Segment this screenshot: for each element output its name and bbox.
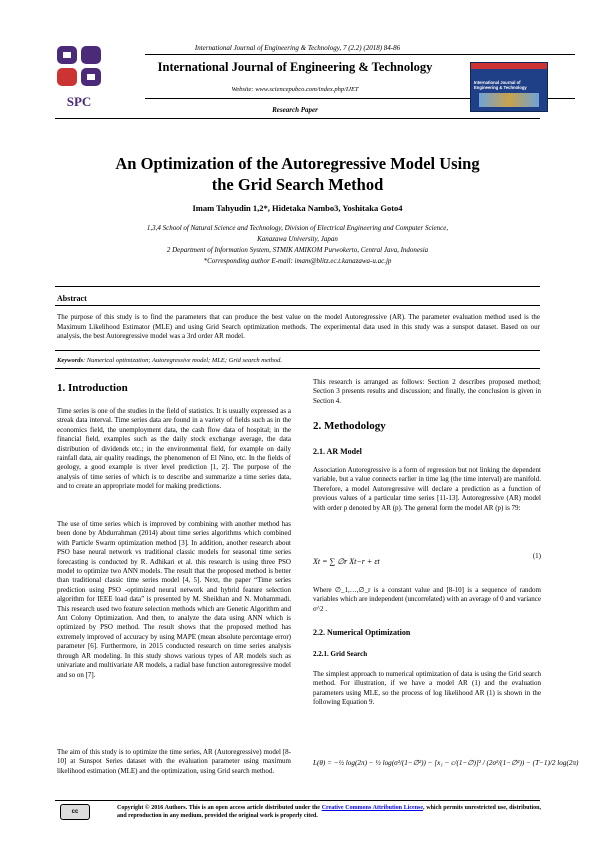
intro-paragraph-1: Time series is one of the studies in the field of statistics. It is usually expressed as a streak data interval. Time series data are found in a variety of fields such as in the economics field, the unemployment data, the cash flow data of hospital; in the financial field, examples such as the daily stock exchange average, the data distribution of dividends etc.; in the environmental field, for example on daily rainfall data, air quality readings, the phenomenon of El Nino, etc. In the fields of geology, a good example is river level prediction [1, 2]. The purpose of the analysis of time series of which is to describe and summarize a time series data, and to create an appropriate model for making predictions. bbox=[57, 407, 291, 491]
license-link[interactable]: Creative Commons Attribution License bbox=[321, 805, 424, 811]
affiliation-2: 2 Department of Information System, STMIK AMIKOM Purwokerto, Central Java, Indonesia bbox=[166, 246, 429, 254]
keywords-rule-bottom bbox=[55, 368, 540, 369]
cc-license-icon: cc bbox=[60, 804, 90, 820]
equation-1 bbox=[313, 551, 541, 569]
paper-title-line2: the Grid Search Method bbox=[211, 175, 384, 194]
copyright-text-b: , which permits unrestricted use, distribution, and reproduction in any medium, provided the original work is properly cited. bbox=[117, 805, 541, 819]
logo-text: SPC bbox=[66, 94, 92, 109]
section-methodology-heading: 2. Methodology bbox=[313, 420, 386, 432]
paper-title bbox=[0, 153, 595, 195]
equation-1-number: (1) bbox=[532, 552, 541, 560]
grid-search-heading: 2.2.1. Grid Search bbox=[313, 650, 368, 658]
keywords bbox=[57, 357, 540, 364]
copyright-text-a: Copyright © 2016 Authors. This is an open access article distributed under the bbox=[117, 805, 322, 811]
corresponding-author: *Corresponding author E-mail: imam@blitz.ec.t.kanazawa-u.ac.jp bbox=[203, 257, 392, 265]
header-rule-bottom bbox=[55, 118, 540, 119]
journal-cover-image bbox=[470, 62, 548, 112]
affiliation-1: 1,3,4 School of Natural Science and Technology, Division of Electrical Engineering and Computer Science, bbox=[146, 224, 449, 232]
ar-model-heading: 2.1. AR Model bbox=[313, 447, 362, 456]
abstract-heading: Abstract bbox=[57, 294, 87, 303]
header-rule bbox=[145, 54, 575, 55]
abstract-rule-mid bbox=[55, 305, 540, 306]
authors: Imam Tahyudin 1,2*, Hidetaka Nambo3, Yoshitaka Goto4 bbox=[192, 203, 403, 213]
abstract-rule-top bbox=[55, 286, 540, 287]
paper-organization-paragraph: This research is arranged as follows: Section 2 describes proposed method; Section 3 presents results and discussion; and finally, the conclusion is given in Section 4. bbox=[313, 378, 541, 405]
affiliation-1-cont: Kanazawa University, Japan bbox=[257, 235, 338, 243]
spc-logo bbox=[55, 44, 103, 116]
footer-rule bbox=[55, 800, 540, 801]
numerical-optimization-heading: 2.2. Numerical Optimization bbox=[313, 628, 411, 637]
equation-2: L(θ) = −½ log(2π) − ½ log(σ²/(1−∅²)) − [x₁ − c/(1−∅)]² / (2σ²/(1−∅²)) − (T−1)/2 log(2π) bbox=[313, 759, 579, 767]
keywords-text: : Numerical optimization; Autoregressive model; MLE; Grid search method. bbox=[83, 357, 283, 364]
ar-model-paragraph: Association Autoregressive is a form of regression but not linking the dependent variable, but a value connects earlier in time lag (the time interval) are manifold. Therefore, a model Autoregressive will declare a prediction as a function of previous values of a particular time series [11-13]. Autoregressive (AR) model with order p denoted by AR (p). The general form the model AR (p) is 79: bbox=[313, 466, 541, 512]
section-introduction-heading: 1. Introduction bbox=[57, 382, 128, 394]
keywords-rule bbox=[55, 350, 540, 351]
grid-search-paragraph: The simplest approach to numerical optimization of data is using the Grid search method. For illustration, if we have a model AR (1) and the evaluation parameters using MLE, so the process of log likelihood AR (1) is shown in the following Equation 9. bbox=[313, 670, 541, 707]
copyright-notice bbox=[117, 804, 541, 820]
cover-title: International Journal of Engineering & Technology bbox=[474, 80, 527, 90]
keywords-label: Keywords bbox=[57, 357, 83, 364]
equation-1-body: Xt = ∑ ∅r Xt−r + εt bbox=[313, 557, 380, 566]
journal-title: International Journal of Engineering & Technology bbox=[157, 60, 433, 74]
intro-paragraph-3: The aim of this study is to optimize the time series, AR (Autoregressive) model [8-10] at Sunspot Series dataset with the evaluation parameter using maximum likelihood estimation (MLE) and the optimization, using Grid search method. bbox=[57, 748, 291, 775]
journal-website[interactable]: Website: www.sciencepubco.com/index.php/IJET bbox=[231, 86, 359, 93]
paper-title-line1: An Optimization of the Autoregressive Model Using bbox=[115, 154, 480, 173]
where-paragraph: Where ∅_1,…,∅_r is a constant value and [8-10] is a sequence of random variables which are independent (uncorrelated) with an average of 0 and variance σ^2 . bbox=[313, 586, 541, 613]
paper-type: Research Paper bbox=[272, 106, 318, 114]
journal-citation-line: International Journal of Engineering & Technology, 7 (2.2) (2018) 84-86 bbox=[194, 44, 401, 52]
abstract-body: The purpose of this study is to find the parameters that can produce the best value on the model Autoregressive (AR). The parameter evaluation method used is the Maximum Likelihood Estimator (MLE) and using Grid Search optimization methods. The experimental data used in this study was a sunspot dataset. Based on our analysis, the best Autoregressive model was a 3rd order AR model. bbox=[57, 313, 540, 341]
intro-paragraph-2: The use of time series which is improved by combining with another method has been done by Abdurrahman (2014) about time series algorithms which combined with Particle Swarm optimization method [3]. In addition, another research about PSO base neural network vs traditional classic models for seasonal time series forecasting is conducted by R. Adhikari et al. this research is using three PSO model to optimize two ANN models. The result that the proposed method is better than traditional classic time series model [4, 5]. Next, the paper “Time series prediction using PSO -optimized neural network and hybrid feature selection algorithm for IEEE load data” is presented by M. Sheikhan and N. Mohammadi. This research used two feature selection methods which are Genetic Algorithm and Ant Colony Optimization. And then, to analyze the data using ANN which is optimized by PSO method. The result shows that the proposed method has extremely improved of accuracy by using MAPE (mean absolute percentage error) parameter [6]. Furthermore, in 2015 conducted research on time series analysis through AR modeling. In this study shows various types of AR models such as univariate and multivariate AR models, a radial base function autoregressive model and so on [7]. bbox=[57, 520, 291, 679]
